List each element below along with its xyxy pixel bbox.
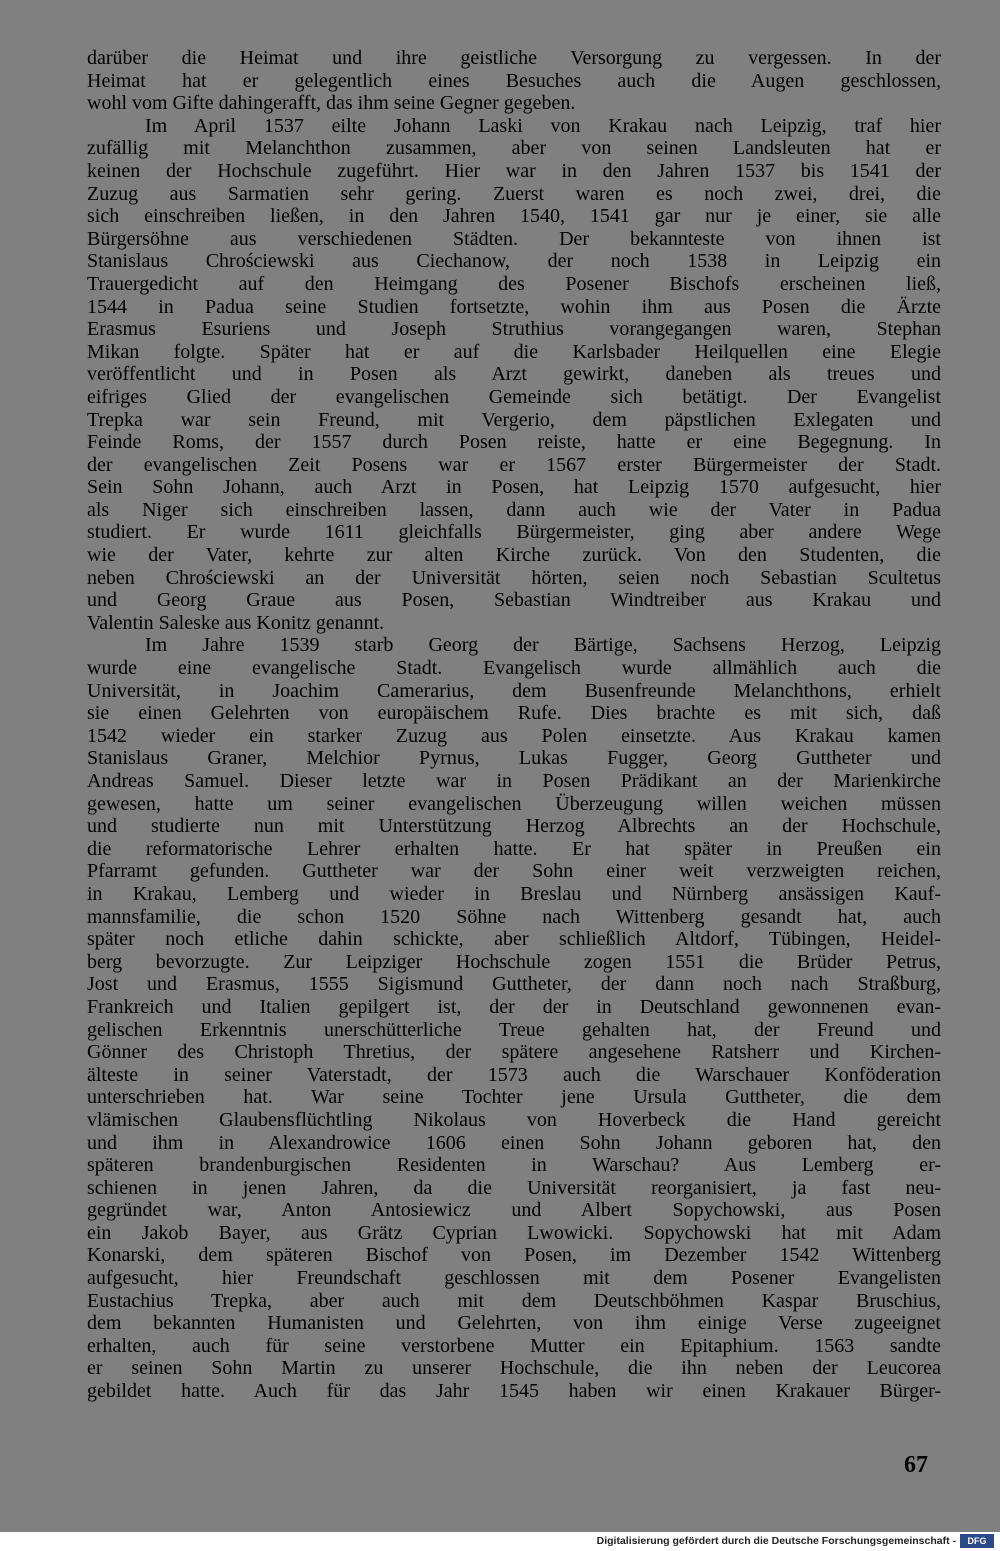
body-text: [87, 47, 941, 1403]
text-line: später noch etliche dahin schickte, aber schließlich Altdorf, Tübingen, Heidel-: [87, 928, 941, 951]
text-line: Trepka war sein Freund, mit Vergerio, dem päpstlichen Exlegaten und: [87, 408, 941, 431]
text-line: berg bevorzugte. Zur Leipziger Hochschule zogen 1551 die Brüder Petrus,: [87, 950, 941, 973]
text-line: und ihm in Alexandrowice 1606 einen Sohn Johann geboren hat, den: [87, 1131, 941, 1154]
text-line: aufgesucht, hier Freundschaft geschlossen mit dem Posener Evangelisten: [87, 1267, 941, 1290]
text-line: wie der Vater, kehrte zur alten Kirche zurück. Von den Studenten, die: [87, 544, 941, 567]
text-line: Bürgersöhne aus verschiedenen Städten. Der bekannteste von ihnen ist: [87, 227, 941, 250]
text-line: dem bekannten Humanisten und Gelehrten, von ihm einige Verse zugeeignet: [87, 1312, 941, 1335]
text-line: die reformatorische Lehrer erhalten hatte. Er hat später in Preußen ein: [87, 837, 941, 860]
text-line: sich einschreiben ließen, in den Jahren 1540, 1541 gar nur je einer, sie alle: [87, 205, 941, 228]
text-line: gelischen Erkenntnis unerschütterliche Treue gehalten hat, der Freund und: [87, 1018, 941, 1041]
footer-credit: Digitalisierung gefördert durch die Deutsche Forschungsgemeinschaft -: [596, 1535, 956, 1547]
text-line: Sein Sohn Johann, auch Arzt in Posen, hat Leipzig 1570 aufgesucht, hier: [87, 476, 941, 499]
text-line: gewesen, hatte um seiner evangelischen Überzeugung willen weichen müssen: [87, 792, 941, 815]
text-line: Gönner des Christoph Thretius, der spätere angesehene Ratsherr und Kirchen-: [87, 1041, 941, 1064]
text-line: gegründet war, Anton Antosiewicz und Albert Sopychowski, aus Posen: [87, 1199, 941, 1222]
text-line: darüber die Heimat und ihre geistliche Versorgung zu vergessen. In der: [87, 47, 941, 69]
text-line: und Georg Graue aus Posen, Sebastian Windtreiber aus Krakau und: [87, 589, 941, 612]
text-line: Zuzug aus Sarmatien sehr gering. Zuerst waren es noch zwei, drei, die: [87, 182, 941, 205]
text-line: keinen der Hochschule zugeführt. Hier war in den Jahren 1537 bis 1541 der: [87, 159, 941, 182]
text-line: ein Jakob Bayer, aus Grätz Cyprian Lwowicki. Sopychowski hat mit Adam: [87, 1221, 941, 1244]
text-line: er seinen Sohn Martin zu unserer Hochschule, die ihn neben der Leucorea: [87, 1357, 941, 1380]
text-line: mannsfamilie, die schon 1520 Söhne nach Wittenberg gesandt hat, auch: [87, 905, 941, 928]
text-line: Eustachius Trepka, aber auch mit dem Deutschböhmen Kaspar Bruschius,: [87, 1289, 941, 1312]
text-line: Andreas Samuel. Dieser letzte war in Posen Prädikant an der Marienkirche: [87, 770, 941, 792]
text-line: Jost und Erasmus, 1555 Sigismund Guttheter, der dann noch nach Straßburg,: [87, 973, 941, 996]
text-line: veröffentlicht und in Posen als Arzt gewirkt, daneben als treues und: [87, 363, 941, 386]
text-line: vlämischen Glaubensflüchtling Nikolaus von Hoverbeck die Hand gereicht: [87, 1108, 941, 1131]
text-line: schienen in jenen Jahren, da die Universität reorganisiert, ja fast neu-: [87, 1176, 941, 1199]
text-line: Valentin Saleske aus Konitz genannt.: [87, 611, 385, 634]
text-line: Pfarramt gefunden. Guttheter war der Sohn einer weit verzweigten reichen,: [87, 860, 941, 883]
dfg-logo-icon: DFG: [960, 1534, 994, 1548]
text-line: als Niger sich einschreiben lassen, dann auch wie der Vater in Padua: [87, 498, 941, 521]
text-line: unterschrieben hat. War seine Tochter jene Ursula Guttheter, die dem: [87, 1086, 941, 1109]
text-line: älteste in seiner Vaterstadt, der 1573 auch die Warschauer Konföderation: [87, 1063, 941, 1086]
text-line: neben Chrościewski an der Universität hörten, seien noch Sebastian Scultetus: [87, 566, 941, 589]
text-line: erhalten, auch für seine verstorbene Mutter ein Epitaphium. 1563 sandte: [87, 1334, 941, 1357]
text-line: 1544 in Padua seine Studien fortsetzte, wohin ihm aus Posen die Ärzte: [87, 295, 941, 318]
text-line: Erasmus Esuriens und Joseph Struthius vorangegangen waren, Stephan: [87, 318, 941, 341]
page-number: 67: [904, 1452, 928, 1478]
text-line: in Krakau, Lemberg und wieder in Breslau und Nürnberg ansässigen Kauf-: [87, 882, 941, 905]
text-line: Konarski, dem späteren Bischof von Posen, im Dezember 1542 Wittenberg: [87, 1244, 941, 1267]
text-line: Mikan folgte. Später hat er auf die Karlsbader Heilquellen eine Elegie: [87, 340, 941, 363]
text-line: sie einen Gelehrten von europäischem Rufe. Dies brachte es mit sich, daß: [87, 702, 941, 725]
text-line: Stanislaus Chrościewski aus Ciechanow, der noch 1538 in Leipzig ein: [87, 250, 941, 273]
text-line: 1542 wieder ein starker Zuzug aus Polen einsetzte. Aus Krakau kamen: [87, 724, 941, 747]
text-line: und studierte nun mit Unterstützung Herzog Albrechts an der Hochschule,: [87, 815, 941, 838]
text-line: studiert. Er wurde 1611 gleichfalls Bürgermeister, ging aber andere Wege: [87, 521, 941, 544]
text-line: Heimat hat er gelegentlich eines Besuches auch die Augen geschlossen,: [87, 69, 941, 92]
text-line: gebildet hatte. Auch für das Jahr 1545 haben wir einen Krakauer Bürger-: [87, 1380, 941, 1403]
text-line: der evangelischen Zeit Posens war er 1567 erster Bürgermeister der Stadt.: [87, 453, 941, 476]
text-line: Universität, in Joachim Camerarius, dem Busenfreunde Melanchthons, erhielt: [87, 679, 941, 702]
text-line: Frankreich und Italien gepilgert ist, der der in Deutschland gewonnenen evan-: [87, 995, 941, 1018]
text-line: Trauergedicht auf den Heimgang des Posener Bischofs erscheinen ließ,: [87, 272, 941, 295]
text-line: wohl vom Gifte dahingerafft, das ihm seine Gegner gegeben.: [87, 92, 576, 115]
text-line: Im April 1537 eilte Johann Laski von Krakau nach Leipzig, traf hier: [145, 114, 941, 137]
text-line: eifriges Glied der evangelischen Gemeinde sich betätigt. Der Evangelist: [87, 385, 941, 408]
text-line: wurde eine evangelische Stadt. Evangelisch wurde allmählich auch die: [87, 657, 941, 680]
footer-bar: [0, 1532, 1000, 1551]
text-line: Feinde Roms, der 1557 durch Posen reiste, hatte er eine Begegnung. In: [87, 431, 941, 454]
text-line: Stanislaus Graner, Melchior Pyrnus, Lukas Fugger, Georg Guttheter und: [87, 747, 941, 770]
text-line: zufällig mit Melanchthon zusammen, aber von seinen Landsleuten hat er: [87, 137, 941, 160]
text-line: späteren brandenburgischen Residenten in Warschau? Aus Lemberg er-: [87, 1154, 941, 1177]
text-line: Im Jahre 1539 starb Georg der Bärtige, Sachsens Herzog, Leipzig: [145, 634, 941, 657]
